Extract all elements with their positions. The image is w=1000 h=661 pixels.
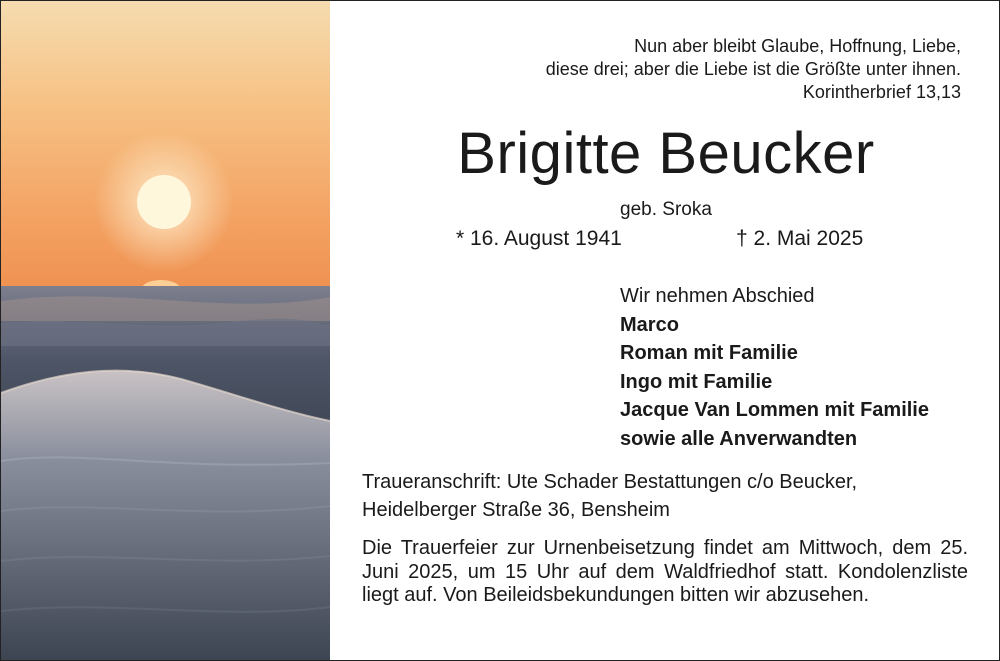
address-line-2: Heidelberger Straße 36, Bensheim xyxy=(362,499,670,521)
birth-date: * 16. August 1941 xyxy=(456,227,622,250)
death-date: † 2. Mai 2025 xyxy=(736,227,864,250)
ceremony-notice: Die Trauerfeier zur Urnenbeisetzung findet am Mittwoch, dem 25. Juni 2025, um 15 Uhr auf dem Waldfriedhof statt. Kondolenzliste liegt auf. Von Beileidsbekundungen bitten wir abzusehen. xyxy=(362,537,968,606)
mourner-name: Ingo mit Familie xyxy=(620,370,773,393)
birth-name: geb. Sroka xyxy=(620,199,712,220)
mourners-block xyxy=(620,282,929,453)
quote-line-1: Nun aber bleibt Glaube, Hoffnung, Liebe, xyxy=(634,36,961,56)
quote-reference: Korintherbrief 13,13 xyxy=(802,82,961,102)
quote-line-2: diese drei; aber die Liebe ist die Größte unter ihnen. xyxy=(545,59,961,79)
sun-shape xyxy=(137,175,191,229)
mourner-name: Jacque Van Lommen mit Familie xyxy=(620,399,929,421)
mourning-address xyxy=(362,468,972,524)
mourner-name: Roman mit Familie xyxy=(620,342,798,364)
deceased-name: Brigitte Beucker xyxy=(457,121,875,186)
address-line-1: Traueranschrift: Ute Schader Bestattungen c/o Beucker, xyxy=(362,471,858,493)
mourner-name: sowie alle Anverwandten xyxy=(620,427,858,450)
sunset-sea-image xyxy=(1,1,330,661)
bible-quote xyxy=(401,35,961,104)
mourners-intro: Wir nehmen Abschied xyxy=(620,285,815,307)
sunset-sea-photo xyxy=(1,1,330,661)
mourner-name: Marco xyxy=(620,313,679,336)
